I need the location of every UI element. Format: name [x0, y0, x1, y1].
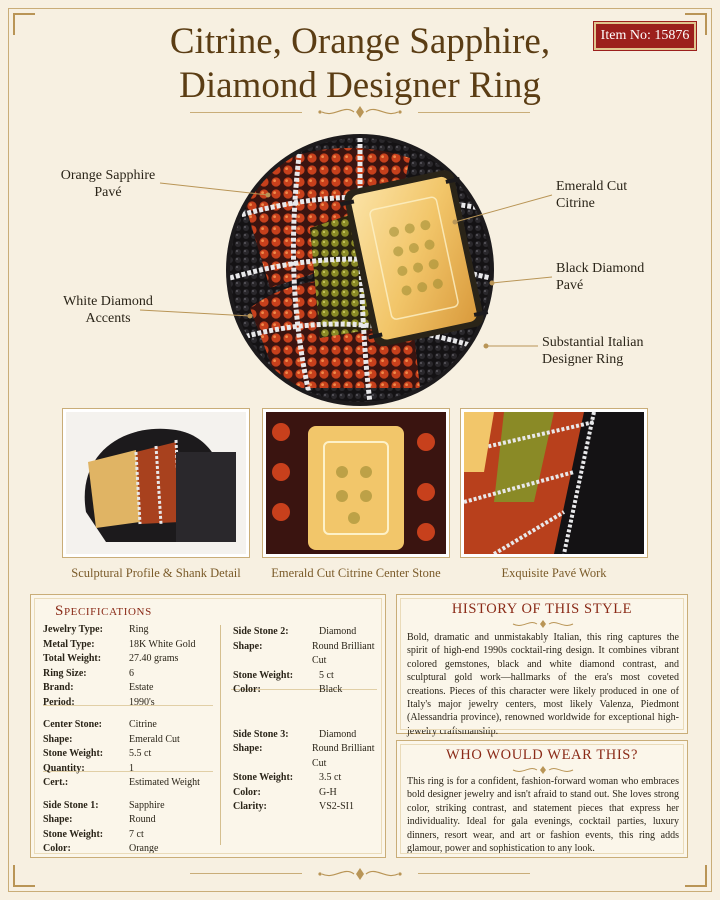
spec-label: Shape: — [233, 743, 263, 754]
callout-white-diamond: White Diamond Accents — [63, 294, 153, 326]
footer-rule-left — [190, 873, 302, 874]
spec-row — [43, 799, 200, 814]
spec-value: 7 ct — [129, 828, 144, 840]
thumbnail-pave-work[interactable] — [460, 408, 648, 558]
title-rule-left — [190, 112, 302, 113]
spec-row — [43, 696, 200, 711]
spec-value: Citrine — [129, 719, 157, 730]
title-line-1: Citrine, Orange Sapphire, — [169, 21, 551, 62]
spec-value: 6 — [129, 667, 134, 679]
spec-label: Shape: — [43, 814, 73, 825]
spec-row — [43, 776, 200, 791]
spec-label: Side Stone 3: — [233, 728, 289, 740]
spec-row — [43, 681, 200, 696]
who-would-wear-text: This ring is for a confident, fashion-forward woman who embraces bold designer jewelry and isn't afraid to stand out. She loves strong color, striking contrast, and statement pieces that express her individuality. Ideal for gala evenings, cocktail parties, luxury dinners, resort wear, and art or fashion events, this ring adds glamour, power and sophistication to any look. — [407, 776, 679, 855]
spec-value: Round — [129, 814, 156, 825]
callout-emerald-citrine: Emerald Cut Citrine — [556, 179, 628, 211]
spec-value: Estate — [129, 682, 154, 693]
spec-row — [43, 813, 200, 828]
spec-value: VS2-SI1 — [319, 801, 355, 812]
spec-value: 3.5 ct — [319, 772, 342, 783]
spec-group-center-stone — [43, 718, 200, 791]
spec-value: G-H — [319, 786, 337, 798]
spec-row — [43, 652, 200, 667]
spec-row — [43, 733, 200, 748]
who-would-wear-title: WHO WOULD WEAR THIS? — [445, 747, 639, 763]
flourish-ornament-icon — [503, 765, 583, 775]
spec-row — [233, 771, 385, 786]
spec-value: 5.5 ct — [129, 748, 152, 759]
ring-hero-image — [210, 128, 510, 413]
thumbnail-center-stone[interactable] — [262, 408, 450, 558]
spec-value: Orange — [129, 843, 159, 854]
spec-row — [43, 828, 200, 843]
spec-label: Color: — [233, 786, 261, 798]
ring-profile-image — [66, 412, 246, 554]
callout-italian-ring: Substantial Italian Designer Ring — [542, 335, 644, 367]
thumbnail-profile[interactable] — [62, 408, 250, 558]
spec-label: Color: — [233, 684, 261, 695]
spec-label: Stone Weight: — [43, 748, 104, 759]
spec-row — [233, 728, 385, 743]
callout-orange-sapphire: Orange Sapphire Pavé — [60, 168, 156, 200]
spec-row — [43, 762, 200, 777]
corner-ornament — [685, 865, 707, 887]
spec-column-left — [43, 623, 200, 865]
spec-label: Ring Size: — [43, 667, 87, 679]
spec-row — [233, 669, 385, 684]
spec-value: 5 ct — [319, 669, 334, 681]
spec-label: Shape: — [43, 733, 73, 745]
spec-label: Total Weight: — [43, 653, 102, 664]
spec-row — [43, 842, 200, 857]
spec-group-side-stone-3 — [233, 728, 385, 815]
spec-value: Sapphire — [129, 799, 165, 811]
spec-row — [43, 718, 200, 733]
flourish-ornament-icon — [503, 619, 583, 629]
spec-group-side-stone-2 — [233, 625, 385, 698]
title-line-2: Diamond Designer Ring — [179, 65, 541, 106]
spec-value: Diamond — [319, 626, 357, 637]
corner-ornament — [13, 13, 35, 35]
spec-label: Clarity: — [233, 801, 267, 812]
spec-value: 18K White Gold — [129, 638, 196, 650]
spec-label: Cert.: — [43, 777, 69, 788]
spec-value: 27.40 grams — [129, 653, 179, 664]
thumbnail-caption: Sculptural Profile & Shank Detail — [71, 566, 241, 580]
who-would-wear-panel — [396, 740, 688, 858]
specifications-panel — [30, 594, 386, 858]
spec-value: Diamond — [319, 728, 357, 740]
flourish-ornament-icon — [300, 104, 420, 120]
footer-rule-right — [418, 873, 530, 874]
spec-row — [43, 623, 200, 638]
spec-label: Center Stone: — [43, 719, 102, 730]
spec-row — [233, 800, 385, 815]
spec-row — [43, 747, 200, 762]
page-title — [110, 20, 610, 108]
spec-label: Stone Weight: — [233, 669, 294, 681]
spec-row — [43, 638, 200, 653]
spec-group-side-stone-1 — [43, 799, 200, 857]
spec-label: Side Stone 1: — [43, 799, 99, 811]
spec-column-right — [233, 625, 385, 823]
spec-label: Brand: — [43, 682, 74, 693]
spec-value: 1 — [129, 762, 134, 774]
spec-value: Black — [319, 684, 343, 695]
callout-black-diamond: Black Diamond Pavé — [556, 261, 645, 293]
spec-row — [233, 683, 385, 698]
spec-label: Shape: — [233, 640, 263, 652]
spec-label: Period: — [43, 696, 75, 708]
spec-label: Quantity: — [43, 762, 85, 774]
item-number-badge: Item No: 15876 — [594, 22, 696, 50]
spec-label: Color: — [43, 843, 71, 854]
citrine-closeup-image — [266, 412, 446, 554]
spec-label: Jewelry Type: — [43, 624, 103, 635]
flourish-ornament-icon — [300, 866, 420, 882]
title-rule-right — [418, 112, 530, 113]
corner-ornament — [13, 865, 35, 887]
spec-column-divider — [220, 625, 221, 845]
spec-row — [233, 640, 385, 669]
spec-row — [233, 625, 385, 640]
spec-group-general — [43, 623, 200, 710]
spec-value: Round Brilliant Cut — [312, 743, 375, 769]
history-text: Bold, dramatic and unmistakably Italian, this ring captures the spirit of high-end 1990s cocktail-ring design. It combines vibrant colored gemstones, black and white diamond contrast, and sculptural gold work—hallmarks of the era's most coveted creations. Pieces of this character were likely produced in one of Italy's major jewelry centers, most likely Valenza, Piedmont (Alessandria province), renowned worldwide for exceptional high-jewelry craftsmanship. — [407, 632, 679, 737]
specifications-title: Specifications — [55, 603, 152, 619]
spec-label: Metal Type: — [43, 638, 95, 650]
spec-row — [43, 667, 200, 682]
history-title: HISTORY OF THIS STYLE — [451, 601, 633, 617]
thumbnail-caption: Emerald Cut Citrine Center Stone — [271, 566, 441, 580]
spec-value: Estimated Weight — [129, 777, 200, 788]
spec-label: Side Stone 2: — [233, 626, 289, 637]
spec-value: 1990's — [129, 696, 155, 708]
spec-row — [233, 742, 385, 771]
pave-closeup-image — [464, 412, 644, 554]
spec-value: Ring — [129, 624, 149, 635]
spec-row — [233, 786, 385, 801]
thumbnail-caption: Exquisite Pavé Work — [501, 566, 607, 580]
spec-label: Stone Weight: — [233, 772, 294, 783]
spec-label: Stone Weight: — [43, 828, 104, 840]
spec-value: Round Brilliant Cut — [312, 640, 375, 666]
history-panel — [396, 594, 688, 737]
spec-value: Emerald Cut — [129, 733, 180, 745]
